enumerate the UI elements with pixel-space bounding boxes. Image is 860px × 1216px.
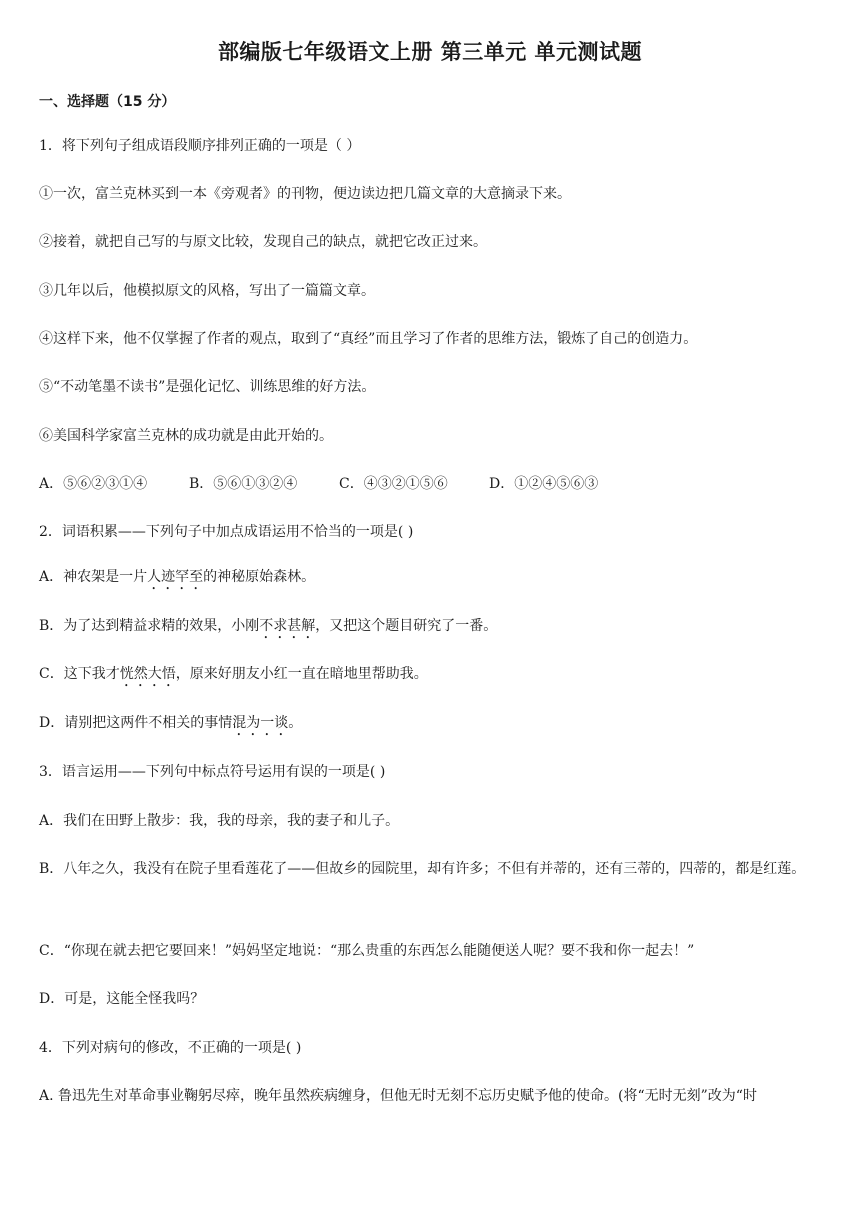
q4-option-a: A. 鲁迅先生对革命事业鞠躬尽瘁，晚年虽然疾病缠身，但他无时无刻不忘历史赋予他的使命。(将“无时无刻”改为“时 [39,1088,757,1104]
q1-sentence-1: ①一次，富兰克林买到一本《旁观者》的刊物，便边读边把几篇文章的大意摘录下来。 [39,186,571,202]
q1-option-d: D．①②④⑤⑥③ [489,476,599,492]
q1-sentence-2: ②接着，就把自己写的与原文比较，发现自己的缺点，就把它改正过来。 [39,234,487,250]
dotted-idiom: 混为一谈 [232,715,289,731]
q1-option-c: C．④③②①⑤⑥ [339,476,448,492]
question-1-stem: 1．将下列句子组成语段顺序排列正确的一项是（ ） [39,138,361,154]
question-4-stem: 4．下列对病句的修改，不正确的一项是( ) [39,1040,302,1056]
q1-sentence-5: ⑤“不动笔墨不读书”是强化记忆、训练思维的好方法。 [39,379,376,395]
q1-options [39,474,830,494]
q1-sentence-6: ⑥美国科学家富兰克林的成功就是由此开始的。 [39,428,333,444]
q3-option-c: C．“你现在就去把它要回来！”妈妈坚定地说：“那么贵重的东西怎么能随便送人呢？要不我和你一起去！” [39,943,695,959]
question-2-stem: 2．词语积累——下列句子中加点成语运用不恰当的一项是( ) [39,524,414,540]
q2-option-a: A．神农架是一片人迹罕至的神秘原始森林。 [39,569,316,585]
dotted-idiom: 人迹罕至 [147,569,204,585]
q1-option-a: A．⑤⑥②③①④ [39,476,148,492]
section-heading: 一、选择题（15 分） [39,94,176,110]
page-title: 部编版七年级语文上册 第三单元 单元测试题 [217,40,643,64]
q1-option-b: B．⑤⑥①③②④ [189,476,298,492]
dotted-idiom: 恍然大悟 [119,666,176,682]
q1-sentence-4: ④这样下来，他不仅掌握了作者的观点，取到了“真经”而且学习了作者的思维方法，锻炼了自己的创造力。 [39,331,698,347]
dotted-idiom: 不求甚解 [259,618,316,634]
q3-option-d: D．可是，这能全怪我吗？ [39,991,205,1007]
question-3-stem: 3．语言运用——下列句中标点符号运用有误的一项是( ) [39,764,386,780]
q2-option-b: B．为了达到精益求精的效果，小刚不求甚解，又把这个题目研究了一番。 [39,618,498,634]
q3-option-a: A．我们在田野上散步：我，我的母亲，我的妻子和儿子。 [39,813,400,829]
q3-option-b: B．八年之久，我没有在院子里看莲花了——但故乡的园院里，却有许多；不但有并蒂的，还有三蒂的，四蒂的，都是红莲。 [39,861,806,877]
q2-option-c: C．这下我才恍然大悟，原来好朋友小红一直在暗地里帮助我。 [39,666,428,682]
q2-option-d: D．请别把这两件不相关的事情混为一谈。 [39,715,303,731]
q1-sentence-3: ③几年以后，他模拟原文的风格，写出了一篇篇文章。 [39,283,375,299]
